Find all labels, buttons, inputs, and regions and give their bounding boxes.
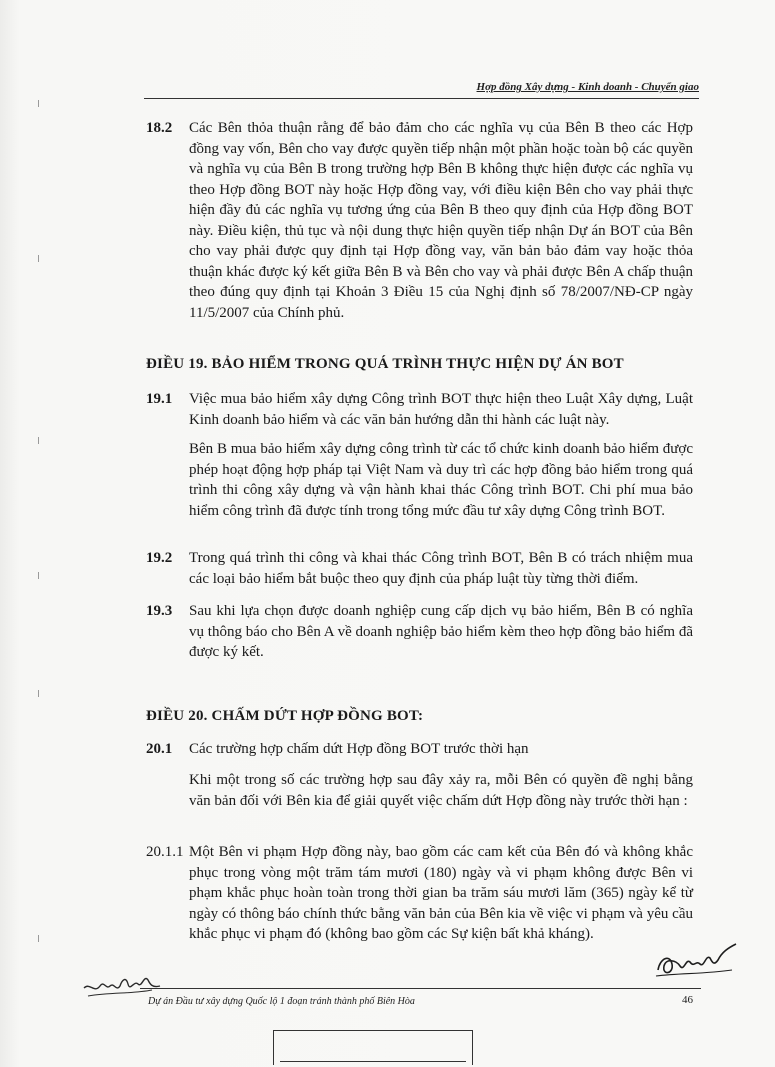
binding-mark [38, 572, 39, 579]
clause-paragraph: Bên B mua bảo hiểm xây dựng công trình từ các tổ chức kinh doanh bảo hiểm được phép hoạt động hợp pháp tại Việt Nam và duy trì các hợp đồng bảo hiểm trong quá trình thi công xây dựng và vận hành khai thác Công trình BOT. Chi phí mua bảo hiểm công trình đã được tính trong tổng mức đầu tư xây dựng Công trình BOT. [189, 441, 693, 519]
clause-number: 19.1 [146, 391, 173, 407]
header-rule [144, 98, 699, 99]
clause-text: Các trường hợp chấm dứt Hợp đồng BOT trước thời hạn [189, 741, 529, 757]
left-initials-signature [82, 966, 166, 1000]
stamp-box [273, 1030, 473, 1065]
clause-paragraph: Khi một trong số các trường hợp sau đây xảy ra, mỗi Bên có quyền đề nghị bằng văn bản đối với Bên kia để giải quyết việc chấm dứt Hợp đồng này trước thời hạn : [189, 772, 693, 809]
binding-mark [38, 690, 39, 697]
article-19-heading: ĐIỀU 19. BẢO HIỂM TRONG QUÁ TRÌNH THỰC HIỆN DỰ ÁN BOT [146, 356, 624, 372]
page-number: 46 [682, 994, 693, 1006]
clause-number: 20.1 [146, 741, 173, 757]
right-signature [650, 940, 740, 982]
binding-mark [38, 255, 39, 262]
footer-project-name: Dự án Đầu tư xây dựng Quốc lộ 1 đoạn tránh thành phố Biên Hòa [148, 996, 415, 1007]
binding-mark [38, 100, 39, 107]
clause-number: 19.3 [146, 603, 173, 619]
clause-number: 18.2 [146, 120, 173, 136]
clause-number: 19.2 [146, 550, 173, 566]
clause-text: Việc mua bảo hiểm xây dựng Công trình BOT thực hiện theo Luật Xây dựng, Luật Kinh doanh bảo hiểm và các văn bản hướng dẫn thi hành các luật này. [189, 391, 693, 428]
binding-mark [38, 935, 39, 942]
clause-text: Trong quá trình thi công và khai thác Công trình BOT, Bên B có trách nhiệm mua các loại bảo hiểm bắt buộc theo quy định của pháp luật tùy từng thời điểm. [189, 550, 693, 587]
clause-number: 20.1.1 [146, 844, 184, 860]
clause-text: Sau khi lựa chọn được doanh nghiệp cung cấp dịch vụ bảo hiểm, Bên B có nghĩa vụ thông báo cho Bên A về doanh nghiệp bảo hiểm kèm theo hợp đồng bảo hiểm đã được ký kết. [189, 603, 693, 660]
binding-mark [38, 437, 39, 444]
article-20-heading: ĐIỀU 20. CHẤM DỨT HỢP ĐỒNG BOT: [146, 708, 424, 724]
page-header: Hợp đồng Xây dựng - Kinh doanh - Chuyển giao [476, 81, 699, 93]
footer-rule [140, 988, 701, 989]
clause-text: Các Bên thỏa thuận rằng để bảo đảm cho các nghĩa vụ của Bên B theo các Hợp đồng vay vốn, Bên cho vay được quyền tiếp nhận một phần hoặc toàn bộ các quyền và nghĩa vụ của Bên B trong trường hợp Bên B không thực hiện được các nghĩa vụ theo Hợp đồng BOT này hoặc Hợp đồng vay, với điều kiện Bên cho vay phải thực hiện đầy đủ các nghĩa vụ tương ứng của Bên B theo quy định của Hợp đồng BOT này. Điều kiện, thủ tục và nội dung thực hiện quyền tiếp nhận Dự án BOT của Bên cho vay phải được quy định tại Hợp đồng vay, văn bản bảo đảm vay hoặc thỏa thuận khác được ký kết giữa Bên B và Bên cho vay và phải được Bên A chấp thuận theo đúng quy định tại Khoản 3 Điều 15 của Nghị định số 78/2007/NĐ-CP ngày 11/5/2007 của Chính phủ. [189, 120, 693, 321]
clause-text: Một Bên vi phạm Hợp đồng này, bao gồm các cam kết của Bên đó và không khắc phục trong vòng một trăm tám mươi (180) ngày và vi phạm không được Bên vi phạm khắc phục hoàn toàn trong thời gian ba trăm sáu mươi lăm (365) ngày kể từ ngày có thông báo chính thức bằng văn bản của Bên kia về việc vi phạm và yêu cầu khắc phục vi phạm đó (không bao gồm các Sự kiện bất khả kháng). [189, 844, 693, 942]
